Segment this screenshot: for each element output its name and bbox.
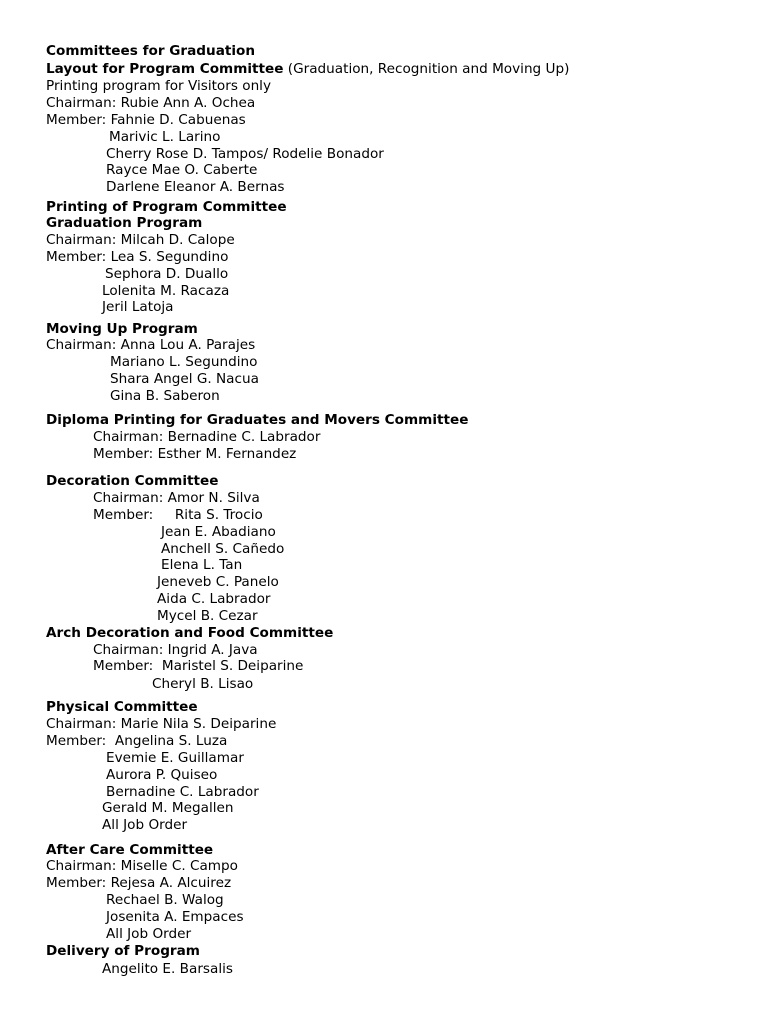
diploma-committee-heading: Diploma Printing for Graduates and Movers Committee [46, 412, 469, 428]
after-care-member: All Job Order [106, 926, 192, 942]
after-care-member: Josenita A. Empaces [106, 909, 244, 925]
printing-member: Sephora D. Duallo [105, 266, 229, 282]
physical-member: All Job Order [102, 817, 188, 833]
printing-member: Jeril Latoja [102, 299, 174, 315]
layout-chairman: Chairman: Rubie Ann A. Ochea [46, 95, 256, 111]
document-title: Committees for Graduation [46, 43, 256, 59]
moving-up-member: Mariano L. Segundino [110, 354, 258, 370]
layout-visitors-note: Printing program for Visitors only [46, 78, 272, 94]
after-care-committee-heading: After Care Committee [46, 842, 214, 858]
after-care-chairman: Chairman: Miselle C. Campo [46, 858, 238, 874]
layout-committee-heading-line [46, 61, 569, 78]
after-care-member: Rechael B. Walog [106, 892, 224, 908]
arch-chairman: Chairman: Ingrid A. Java [93, 642, 258, 658]
moving-up-chairman: Chairman: Anna Lou A. Parajes [46, 337, 256, 353]
moving-up-member: Shara Angel G. Nacua [110, 371, 259, 387]
layout-member: Rayce Mae O. Caberte [106, 162, 258, 178]
printing-chairman: Chairman: Milcah D. Calope [46, 232, 235, 248]
physical-member: Aurora P. Quiseo [106, 767, 218, 783]
layout-member: Darlene Eleanor A. Bernas [106, 179, 285, 195]
arch-member: Member: Maristel S. Deiparine [93, 658, 304, 674]
decoration-member: Member: Rita S. Trocio [93, 507, 263, 523]
decoration-member: Anchell S. Cañedo [161, 541, 285, 557]
delivery-member: Angelito E. Barsalis [102, 961, 233, 977]
diploma-member: Member: Esther M. Fernandez [93, 446, 297, 462]
moving-up-member: Gina B. Saberon [110, 388, 220, 404]
physical-committee-heading: Physical Committee [46, 699, 198, 715]
decoration-member: Mycel B. Cezar [157, 608, 258, 624]
layout-member: Cherry Rose D. Tampos/ Rodelie Bonador [106, 146, 384, 162]
decoration-member: Aida C. Labrador [157, 591, 271, 607]
physical-member: Member: Angelina S. Luza [46, 733, 228, 749]
arch-committee-heading: Arch Decoration and Food Committee [46, 625, 334, 641]
layout-member: Member: Fahnie D. Cabuenas [46, 112, 246, 128]
physical-member: Evemie E. Guillamar [106, 750, 244, 766]
decoration-member: Elena L. Tan [161, 557, 243, 573]
decoration-member: Jean E. Abadiano [161, 524, 276, 540]
layout-committee-note: (Graduation, Recognition and Moving Up) [287, 61, 570, 77]
printing-committee-heading: Printing of Program Committee [46, 199, 287, 215]
after-care-member: Member: Rejesa A. Alcuirez [46, 875, 232, 891]
layout-committee-heading: Layout for Program Committee [46, 61, 284, 77]
physical-member: Bernadine C. Labrador [106, 784, 259, 800]
physical-chairman: Chairman: Marie Nila S. Deiparine [46, 716, 277, 732]
graduation-program-heading: Graduation Program [46, 215, 203, 231]
layout-member: Marivic L. Larino [109, 129, 221, 145]
decoration-chairman: Chairman: Amor N. Silva [93, 490, 260, 506]
physical-member: Gerald M. Megallen [102, 800, 234, 816]
delivery-heading: Delivery of Program [46, 943, 200, 959]
decoration-committee-heading: Decoration Committee [46, 473, 219, 489]
arch-member: Cheryl B. Lisao [152, 676, 254, 692]
diploma-chairman: Chairman: Bernadine C. Labrador [93, 429, 321, 445]
moving-up-heading: Moving Up Program [46, 321, 198, 337]
printing-member: Lolenita M. Racaza [102, 283, 230, 299]
printing-member: Member: Lea S. Segundino [46, 249, 229, 265]
decoration-member: Jeneveb C. Panelo [157, 574, 279, 590]
